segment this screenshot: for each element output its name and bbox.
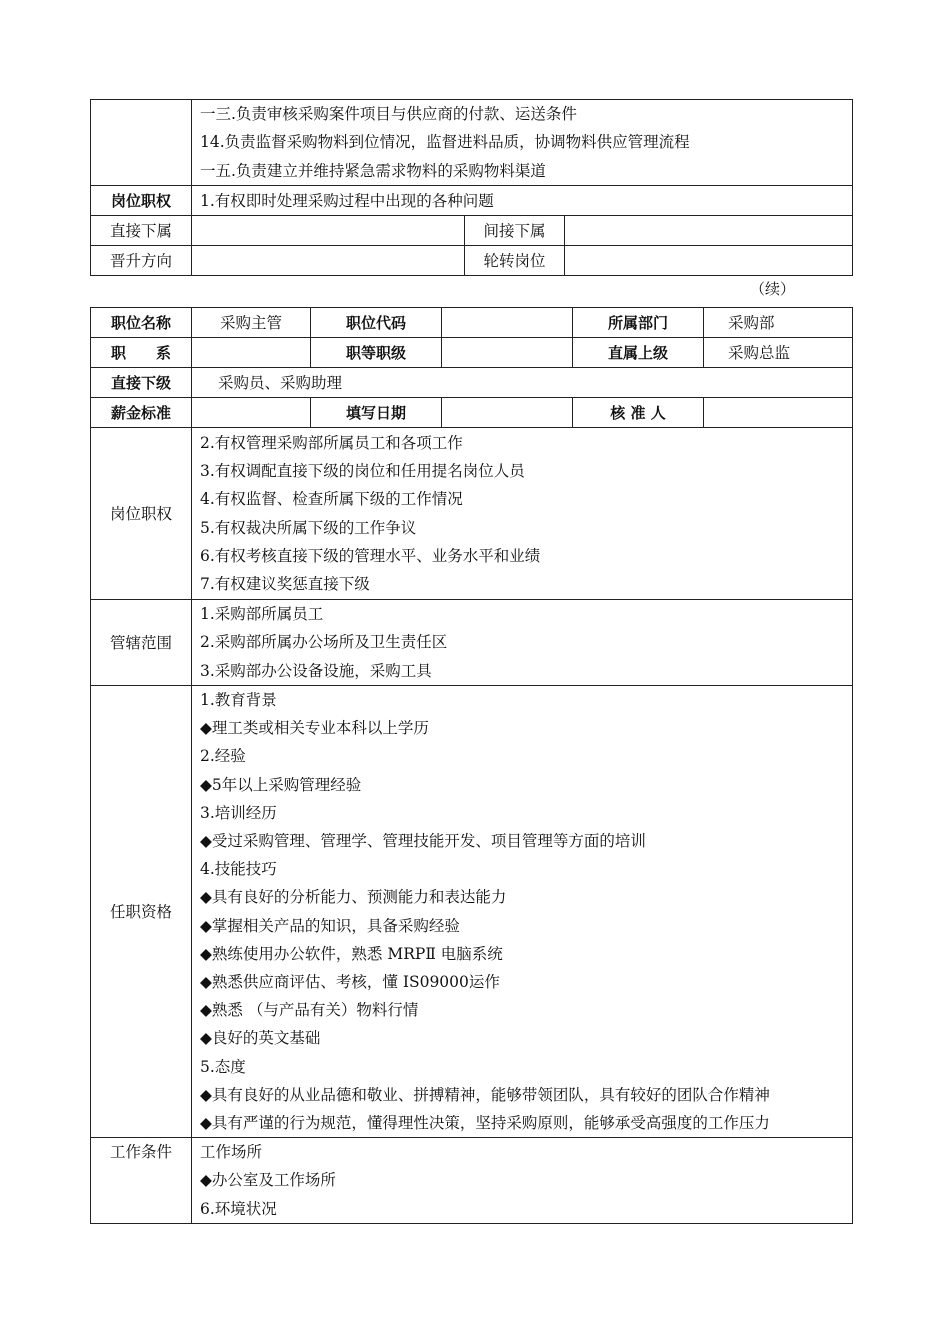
fill-date-value [442, 398, 573, 428]
authority-item: 5.有权裁决所属下级的工作争议 [200, 518, 417, 537]
qualification-item: ◆理工类或相关专业本科以上学历 [200, 719, 429, 738]
approver-value [704, 398, 853, 428]
qualification-item: 2.经验 [200, 747, 246, 766]
subordinate-value: 采购员、采购助理 [192, 368, 853, 398]
indirect-sub-label: 间接下属 [465, 216, 565, 246]
duty-item: 14.负责监督采购物料到位情况，监督进料品质，协调物料供应管理流程 [200, 133, 690, 152]
grade-value [442, 338, 573, 368]
qualification-item: ◆具有严谨的行为规范，懂得理性决策，坚持采购原则，能够承受高强度的工作压力 [200, 1114, 770, 1133]
qualification-list [192, 686, 853, 1138]
scope-item: 3.采购部办公设备设施，采购工具 [200, 661, 432, 680]
grade-label: 职等职级 [311, 338, 442, 368]
qualification-item: ◆良好的英文基础 [200, 1029, 321, 1048]
promotion-value [192, 246, 465, 276]
authority-list [192, 428, 853, 600]
scope-item: 1.采购部所属员工 [200, 605, 324, 624]
qualification-item: ◆具有良好的从业品德和敬业、拼搏精神，能够带领团队，具有较好的团队合作精神 [200, 1085, 770, 1104]
qualification-item: ◆5年以上采购管理经验 [200, 775, 362, 794]
promotion-label: 晋升方向 [91, 246, 192, 276]
approver-label: 核 准 人 [573, 398, 704, 428]
qualification-item: 5.态度 [200, 1057, 246, 1076]
duty-item: 一三.负责审核采购案件项目与供应商的付款、运送条件 [200, 105, 577, 124]
qualification-item: ◆熟悉 （与产品有关）物料行情 [200, 1001, 419, 1020]
conditions-item: ◆办公室及工作场所 [200, 1171, 336, 1190]
authority-item: 4.有权监督、检查所属下级的工作情况 [200, 490, 463, 509]
superior-label: 直属上级 [573, 338, 704, 368]
scope-item: 2.采购部所属办公场所及卫生责任区 [200, 633, 448, 652]
conditions-list [192, 1138, 853, 1224]
salary-label: 薪金标准 [91, 398, 192, 428]
title-value [192, 338, 311, 368]
salary-value [192, 398, 311, 428]
position-code-value [442, 308, 573, 338]
title-label: 职 系 [91, 338, 192, 368]
conditions-item: 6.环境状况 [200, 1199, 277, 1218]
fill-date-label: 填写日期 [311, 398, 442, 428]
qualification-item: ◆掌握相关产品的知识，具备采购经验 [200, 916, 460, 935]
department-value: 采购部 [704, 308, 853, 338]
duties-cell [192, 100, 853, 186]
department-label: 所属部门 [573, 308, 704, 338]
authority-item: 2.有权管理采购部所属员工和各项工作 [200, 433, 463, 452]
subordinate-label: 直接下级 [91, 368, 192, 398]
direct-sub-value [192, 216, 465, 246]
position-code-label: 职位代码 [311, 308, 442, 338]
continued-note: （续） [750, 280, 796, 298]
conditions-label: 工作条件 [91, 1138, 192, 1224]
authority-item: 7.有权建议奖惩直接下级 [200, 574, 370, 593]
qualification-item: 4.技能技巧 [200, 860, 277, 879]
duty-item: 一五.负责建立并维持紧急需求物料的采购物料渠道 [200, 161, 546, 180]
authority-label: 岗位职权 [91, 186, 192, 216]
qualification-item: ◆熟练使用办公软件，熟悉 MRPⅡ 电脑系统 [200, 944, 503, 963]
scope-label: 管辖范围 [91, 600, 192, 686]
job-description-table [90, 307, 853, 1224]
table-continued [90, 99, 853, 276]
position-name-label: 职位名称 [91, 308, 192, 338]
rotation-value [565, 246, 853, 276]
qualification-item: 1.教育背景 [200, 691, 277, 709]
qualification-item: ◆具有良好的分析能力、预测能力和表达能力 [200, 888, 507, 907]
empty-label-cell [91, 100, 192, 186]
rotation-label: 轮转岗位 [465, 246, 565, 276]
authority-text: 1.有权即时处理采购过程中出现的各种问题 [192, 186, 853, 216]
qualification-label: 任职资格 [91, 686, 192, 1138]
qualification-item: 3.培训经历 [200, 803, 277, 822]
authority-label: 岗位职权 [91, 428, 192, 600]
scope-list [192, 600, 853, 686]
position-name-value: 采购主管 [192, 308, 311, 338]
qualification-item: ◆受过采购管理、管理学、管理技能开发、项目管理等方面的培训 [200, 832, 646, 851]
superior-value: 采购总监 [704, 338, 853, 368]
authority-item: 3.有权调配直接下级的岗位和任用提名岗位人员 [200, 462, 525, 481]
qualification-item: ◆熟悉供应商评估、考核，懂 IS09000运作 [200, 973, 500, 992]
conditions-item: 工作场所 [200, 1143, 263, 1162]
indirect-sub-value [565, 216, 853, 246]
direct-sub-label: 直接下属 [91, 216, 192, 246]
authority-item: 6.有权考核直接下级的管理水平、业务水平和业绩 [200, 546, 541, 565]
